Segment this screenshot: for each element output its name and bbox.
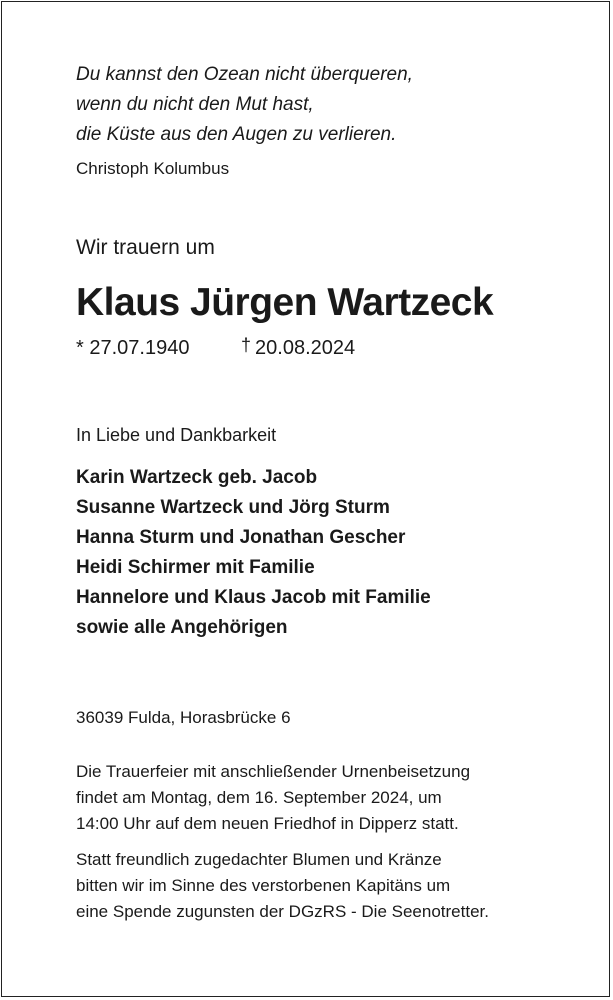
mourner-name: Hanna Sturm und Jonathan Gescher bbox=[76, 527, 406, 548]
quote-author: Christoph Kolumbus bbox=[76, 159, 230, 178]
deceased-name: Klaus Jürgen Wartzeck bbox=[76, 281, 494, 324]
death-date-group bbox=[241, 335, 355, 361]
mourner-name: Susanne Wartzeck und Jörg Sturm bbox=[76, 497, 390, 518]
donation-line: Statt freundlich zugedachter Blumen und Kränze bbox=[76, 850, 442, 869]
cross-icon: † bbox=[241, 335, 252, 355]
death-date: 20.08.2024 bbox=[255, 337, 356, 359]
mourning-intro: Wir trauern um bbox=[76, 236, 215, 259]
quote-line: wenn du nicht den Mut hast, bbox=[76, 94, 314, 115]
mourner-name: Hannelore und Klaus Jacob mit Familie bbox=[76, 587, 431, 608]
ceremony-line: 14:00 Uhr auf dem neuen Friedhof in Dipperz statt. bbox=[76, 814, 459, 833]
donation-paragraph bbox=[76, 847, 576, 925]
mourner-name: Karin Wartzeck geb. Jacob bbox=[76, 467, 318, 488]
quote-line: Du kannst den Ozean nicht überqueren, bbox=[76, 64, 413, 85]
mourner-name: Heidi Schirmer mit Familie bbox=[76, 557, 315, 578]
mourner-name: sowie alle Angehörigen bbox=[76, 617, 288, 638]
obituary-notice bbox=[76, 60, 576, 925]
birth-date: * 27.07.1940 bbox=[76, 337, 190, 359]
ceremony-paragraph bbox=[76, 759, 576, 837]
donation-line: eine Spende zugunsten der DGzRS - Die Seenotretter. bbox=[76, 902, 489, 921]
quote-block bbox=[76, 60, 576, 150]
love-line: In Liebe und Dankbarkeit bbox=[76, 425, 277, 445]
ceremony-line: findet am Montag, dem 16. September 2024, um bbox=[76, 788, 442, 807]
mourner-list bbox=[76, 463, 576, 643]
ceremony-line: Die Trauerfeier mit anschließender Urnenbeisetzung bbox=[76, 762, 471, 781]
life-dates bbox=[76, 335, 576, 361]
donation-line: bitten wir im Sinne des verstorbenen Kapitäns um bbox=[76, 876, 451, 895]
quote-line: die Küste aus den Augen zu verlieren. bbox=[76, 124, 397, 145]
address: 36039 Fulda, Horasbrücke 6 bbox=[76, 708, 291, 727]
